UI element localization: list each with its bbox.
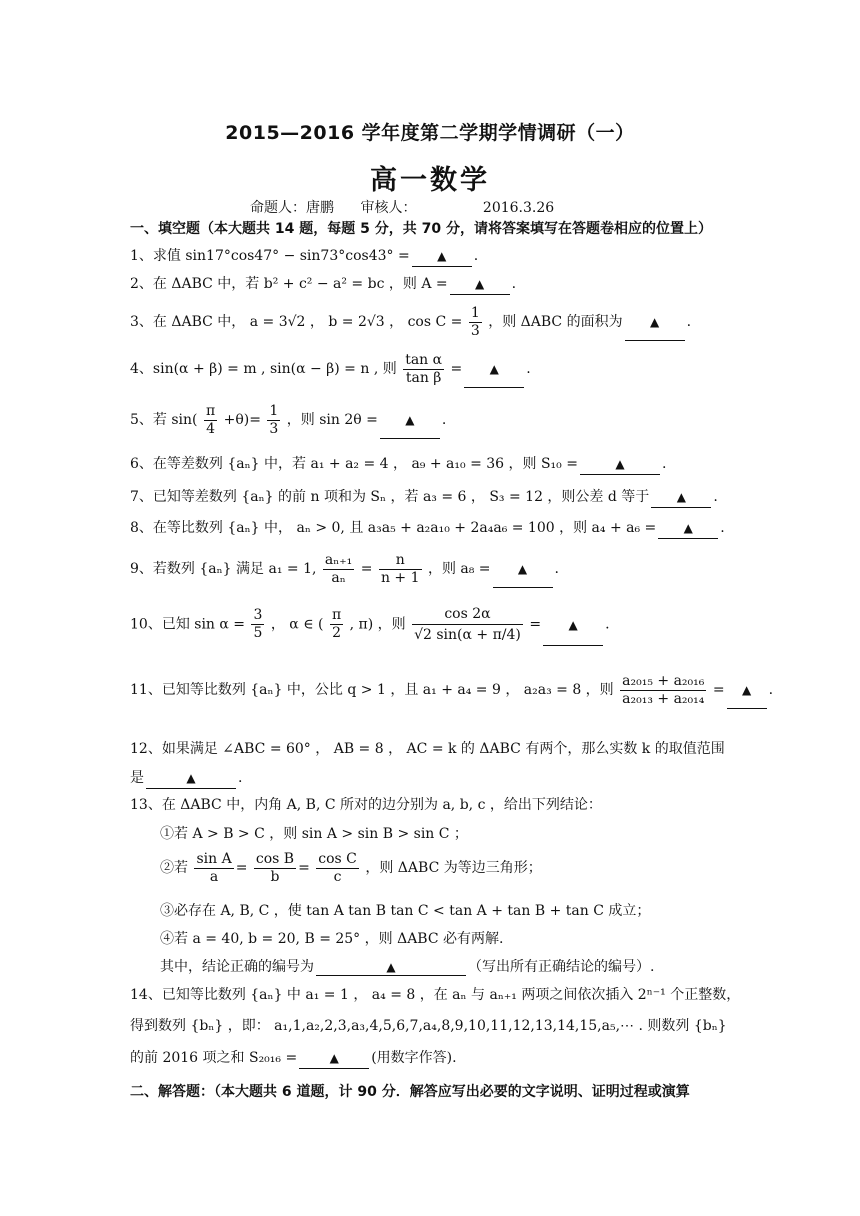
answer-blank: ▲ <box>412 246 472 267</box>
question-3: 3、在 ΔABC 中， a = 3√2 ， b = 2√3 ， cos C = $\frac{1}{3}$ ，则 ΔABC 的面积为 ▲ . <box>130 304 760 341</box>
question-2: 2、在 ΔABC 中，若 b² + c² − a² = bc ，则 A = ▲ . <box>130 274 760 295</box>
answer-blank: ▲ <box>580 454 660 475</box>
question-14: 14、已知等比数列 {aₙ} 中 a₁ = 1 ， a₄ = 8 ，在 aₙ 与 aₙ₊₁ 两项之间依次插入 2ⁿ⁻¹ 个正整数， <box>130 987 741 1003</box>
exam-date: 2016.3.26 <box>482 200 555 216</box>
question-9: 9、若数列 {aₙ} 满足 a₁ = 1, $\frac{\text{aₙ₊₁}}{\text{aₙ}}$ = $\frac{n}{n + 1}$ ，则 a₈ = ▲ . <box>130 551 760 588</box>
section-2-heading: 二、解答题：（本大题共 6 道题，计 90 分．解答应写出必要的文字说明、证明过程或演算 <box>130 1084 690 1100</box>
answer-blank: ▲ <box>493 551 553 588</box>
subject-title: 高一数学 <box>370 165 490 196</box>
question-10: 10、已知 sin α = $\frac{3}{5}$ ， α ∈ ( $\frac{\pi}{2}$ , π) ，则 $\frac{\cos 2\alpha}{√2 \sin(\alpha + \pi/4)}$ = ▲ . <box>130 604 760 646</box>
q13-item-2: ②若 $\frac{\text{sin A}}{a}$ = $\frac{\text{cos B}}{b}$ = $\frac{\text{cos C}}{c}$ ，则 ΔABC 为等边三角形； <box>160 850 542 885</box>
question-6: 6、在等差数列 {aₙ} 中，若 a₁ + a₂ = 4 ， a₉ + a₁₀ = 36 ，则 S₁₀ = ▲ . <box>130 454 760 475</box>
question-12: 12、如果满足 ∠ABC = 60° ， AB = 8 ， AC = k 的 ΔABC 有两个，那么实数 k 的取值范围 <box>130 741 725 757</box>
question-11: 11、已知等比数列 {aₙ} 中，公比 q > 1 ，且 a₁ + a₄ = 9 ， a₂a₃ = 8 ，则 $\frac{\text{a₂₀₁₅ + a₂₀₁₆}}{\text{a₂₀₁₃ + a₂₀₁₄}}$ = ▲ . <box>130 672 760 709</box>
section-1-heading: 一、填空题（本大题共 14 题，每题 5 分，共 70 分，请将答案填写在答题卷相应的位置上） <box>130 221 712 237</box>
answer-blank: ▲ <box>146 768 236 789</box>
q13-item-4: ④若 a = 40, b = 20, B = 25° ，则 ΔABC 必有两解. <box>160 931 504 947</box>
reviewer: 审核人： <box>360 200 417 216</box>
exam-title: 2015—2016 学年度第二学期学情调研（一） <box>225 122 635 144</box>
answer-blank: ▲ <box>543 605 603 646</box>
exam-meta <box>250 197 576 217</box>
answer-blank: ▲ <box>727 672 767 709</box>
answer-blank: ▲ <box>299 1048 369 1069</box>
q13-item-1: ①若 A > B > C ，则 sin A > sin B > sin C ； <box>160 826 468 842</box>
question-13: 13、在 ΔABC 中，内角 A, B, C 所对的边分别为 a, b, c ，给出下列结论： <box>130 797 602 813</box>
q13-item-5: 其中，结论正确的编号为 ▲ （写出所有正确结论的编号）. <box>160 959 655 975</box>
question-5: 5、若 sin( $\frac{\pi}{4}$ +θ)= $\frac{1}{3}$ ，则 sin 2θ = ▲ . <box>130 402 760 439</box>
answer-blank: ▲ <box>380 402 440 439</box>
question-1: 1、求值 sin17°cos47° − sin73°cos43° = ▲ . <box>130 246 760 267</box>
question-7: 7、已知等差数列 {aₙ} 的前 n 项和为 Sₙ ，若 a₃ = 6 ， S₃ = 12 ，则公差 d 等于 ▲ . <box>130 487 760 508</box>
question-14-cont: 得到数列 {bₙ} ，即： a₁,1,a₂,2,3,a₃,4,5,6,7,a₄,8,9,10,11,12,13,14,15,a₅,⋯ . 则数列 {bₙ} <box>130 1018 727 1034</box>
question-4: 4、sin(α + β) = m , sin(α − β) = n , 则 $\frac{\text{tan α}}{\text{tan β}}$ = ▲ . <box>130 351 760 388</box>
question-14-end: 的前 2016 项之和 S₂₀₁₆ = ▲ (用数字作答). <box>130 1048 760 1069</box>
answer-blank: ▲ <box>658 518 718 539</box>
answer-blank: ▲ <box>651 487 711 508</box>
answer-blank: ▲ <box>450 274 510 295</box>
answer-blank: ▲ <box>464 351 524 388</box>
q13-item-3: ③必存在 A, B, C ，使 tan A tan B tan C < tan A + tan B + tan C 成立； <box>160 903 651 919</box>
answer-blank: ▲ <box>316 959 466 976</box>
answer-blank: ▲ <box>625 304 685 341</box>
setter: 命题人：唐鹏 <box>250 200 334 216</box>
question-8: 8、在等比数列 {aₙ} 中， aₙ > 0, 且 a₃a₅ + a₂a₁₀ + 2a₄a₆ = 100 ，则 a₄ + a₆ = ▲ . <box>130 518 760 539</box>
question-12-cont: 是 ▲ . <box>130 768 760 789</box>
